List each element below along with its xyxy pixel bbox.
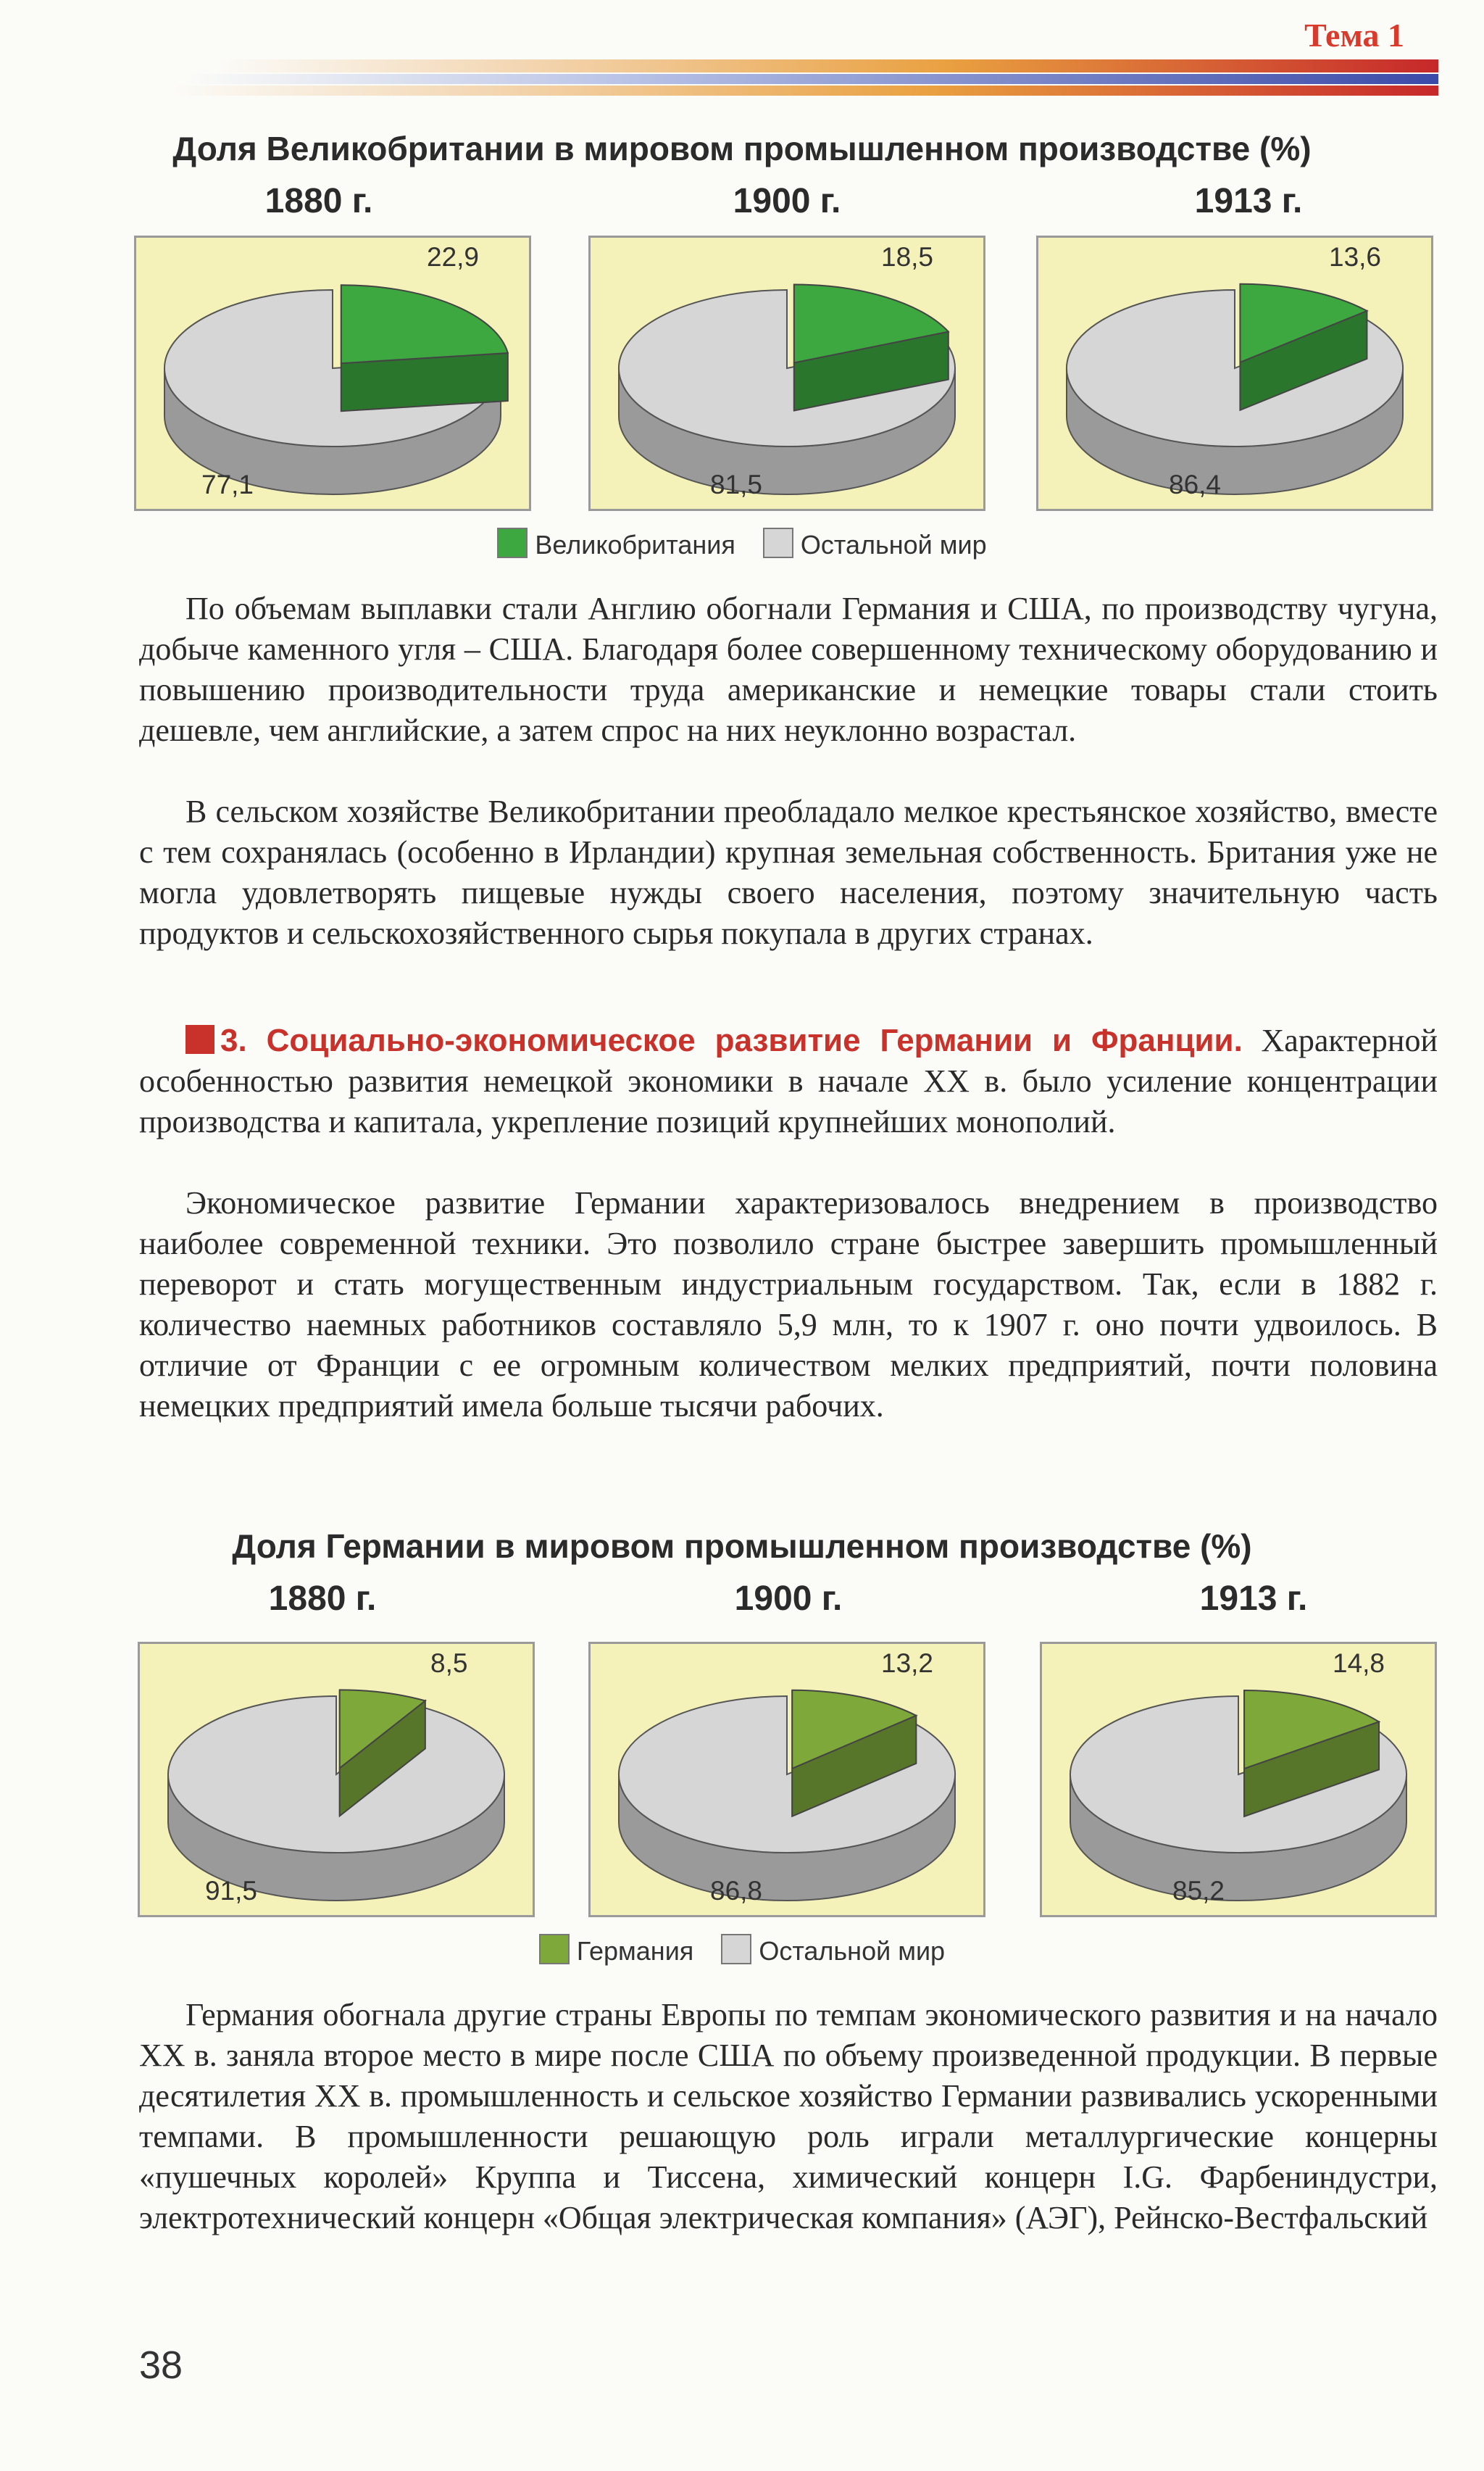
paragraph: В сельском хозяйстве Великобритании преобладало мелкое крестьянское хозяйство, вместе с тем сохранялась (особенно в Ирландии) крупная земельная собственность. Британия уже не могла удовлетворять пищевые нужды своего населения, поэтому значительную часть продуктов и сельскохозяйственного сырья покупала в других странах. [139, 794, 1438, 951]
legend-swatch-rest [763, 528, 793, 558]
section-3 [139, 1021, 1438, 1142]
pie-value-highlight: 18,5 [881, 242, 934, 272]
page-number: 38 [139, 2343, 183, 2387]
legend-item [763, 528, 987, 560]
pie-value-rest: 81,5 [710, 470, 763, 499]
pie-3d-svg [1042, 1644, 1435, 1915]
pie-value-highlight: 22,9 [427, 242, 480, 272]
legend-label: Остальной мир [800, 530, 987, 560]
legend-item [539, 1934, 693, 1967]
pie-value-rest: 86,8 [710, 1876, 763, 1906]
pie-value-rest: 85,2 [1172, 1876, 1225, 1906]
legend-label: Германия [576, 1936, 694, 1966]
legend-swatch-highlight [539, 1934, 570, 1964]
paragraph: Характерной особенностью развития немецкой экономики в начале XX в. было усиление концентрации производства и капитала, укрепление позиций крупнейших монополий. [139, 1023, 1438, 1139]
year-label: 1900 г. [734, 1579, 843, 1618]
pie-panel [1040, 1642, 1437, 1917]
pie-3d-svg [591, 1644, 983, 1915]
pie-value-highlight: 14,8 [1333, 1648, 1385, 1678]
pie-value-highlight: 13,6 [1329, 242, 1382, 272]
legend-label: Великобритания [535, 530, 735, 560]
year-label: 1900 г. [733, 182, 841, 220]
legend-label: Остальной мир [759, 1936, 946, 1966]
chart-title-britain: Доля Великобритании в мировом промышленном производстве (%) [172, 130, 1312, 167]
pie-slice-highlight [341, 285, 508, 411]
legend-item [497, 528, 735, 560]
legend-swatch-highlight [497, 528, 528, 558]
pie-value-rest: 77,1 [201, 470, 254, 499]
section-square-icon [186, 1025, 214, 1054]
pie-value-highlight: 13,2 [881, 1648, 934, 1678]
pie-panel [134, 236, 531, 511]
pie-panel [588, 236, 985, 511]
paragraph: Экономическое развитие Германии характеризовалось внедрением в производство наиболее современной техники. Это позволило стране быстрее завершить промышленный переворот и стать могущественным индустриальным государством. Так, если в 1882 г. количество наемных работников составляло 5,9 млн, то к 1907 г. оно почти удвоилось. В отличие от Франции с ее огромным количеством мелких предприятий, почти половина немецких предприятий имела больше тысячи рабочих. [139, 1185, 1438, 1424]
paragraph: По объемам выплавки стали Англию обогнали Германия и США, по производству чугуна, добыче каменного угля – США. Благодаря более совершенному техническому оборудованию и повышению производительности труда американские и немецкие товары стали стоить дешевле, чем английские, а затем спрос на них неуклонно возрастал. [139, 591, 1438, 748]
pie-slice-rest [168, 1696, 504, 1901]
pie-3d-svg [136, 238, 529, 509]
pie-panel [138, 1642, 535, 1917]
pie-value-rest: 91,5 [205, 1876, 258, 1906]
section-heading-text: 3. Социально-экономическое развитие Германии и Франции. [220, 1023, 1243, 1058]
year-label: 1913 г. [1199, 1579, 1308, 1618]
year-label: 1880 г. [264, 182, 373, 220]
chart-title-germany: Доля Германии в мировом промышленном производстве (%) [232, 1527, 1252, 1565]
chart-years-germany [0, 1579, 1484, 1622]
legend-britain [0, 528, 1484, 560]
paragraph: Германия обогнала другие страны Европы по темпам экономического развития и на начало XX в. заняла второе место в мире после США по объему произведенной продукции. В первые десятилетия XX в. промышленность и сельское хозяйство Германии развивались ускоренными темпами. В промышленности решающую роль играли металлургические концерны «пушечных королей» Круппа и Тиссена, химический концерн I.G. Фарбениндустри, электротехнический концерн «Общая электрическая компания» (АЭГ), Рейнско-Вестфальский [139, 1997, 1438, 2235]
legend-germany [0, 1934, 1484, 1967]
pie-3d-svg [1038, 238, 1431, 509]
pie-panel [588, 1642, 985, 1917]
pie-3d-svg [140, 1644, 533, 1915]
year-label: 1913 г. [1194, 182, 1303, 220]
pie-value-rest: 86,4 [1169, 470, 1222, 499]
theme-label: Тема 1 [1304, 17, 1404, 54]
pie-3d-svg [591, 238, 983, 509]
legend-swatch-rest [721, 1934, 751, 1964]
chart-years-britain [0, 181, 1484, 225]
section-heading [186, 1023, 1243, 1058]
pie-panel [1036, 236, 1433, 511]
year-label: 1880 г. [268, 1579, 377, 1618]
legend-item [721, 1934, 945, 1967]
header-gradient-bar [0, 57, 1438, 101]
pie-value-highlight: 8,5 [430, 1648, 468, 1678]
